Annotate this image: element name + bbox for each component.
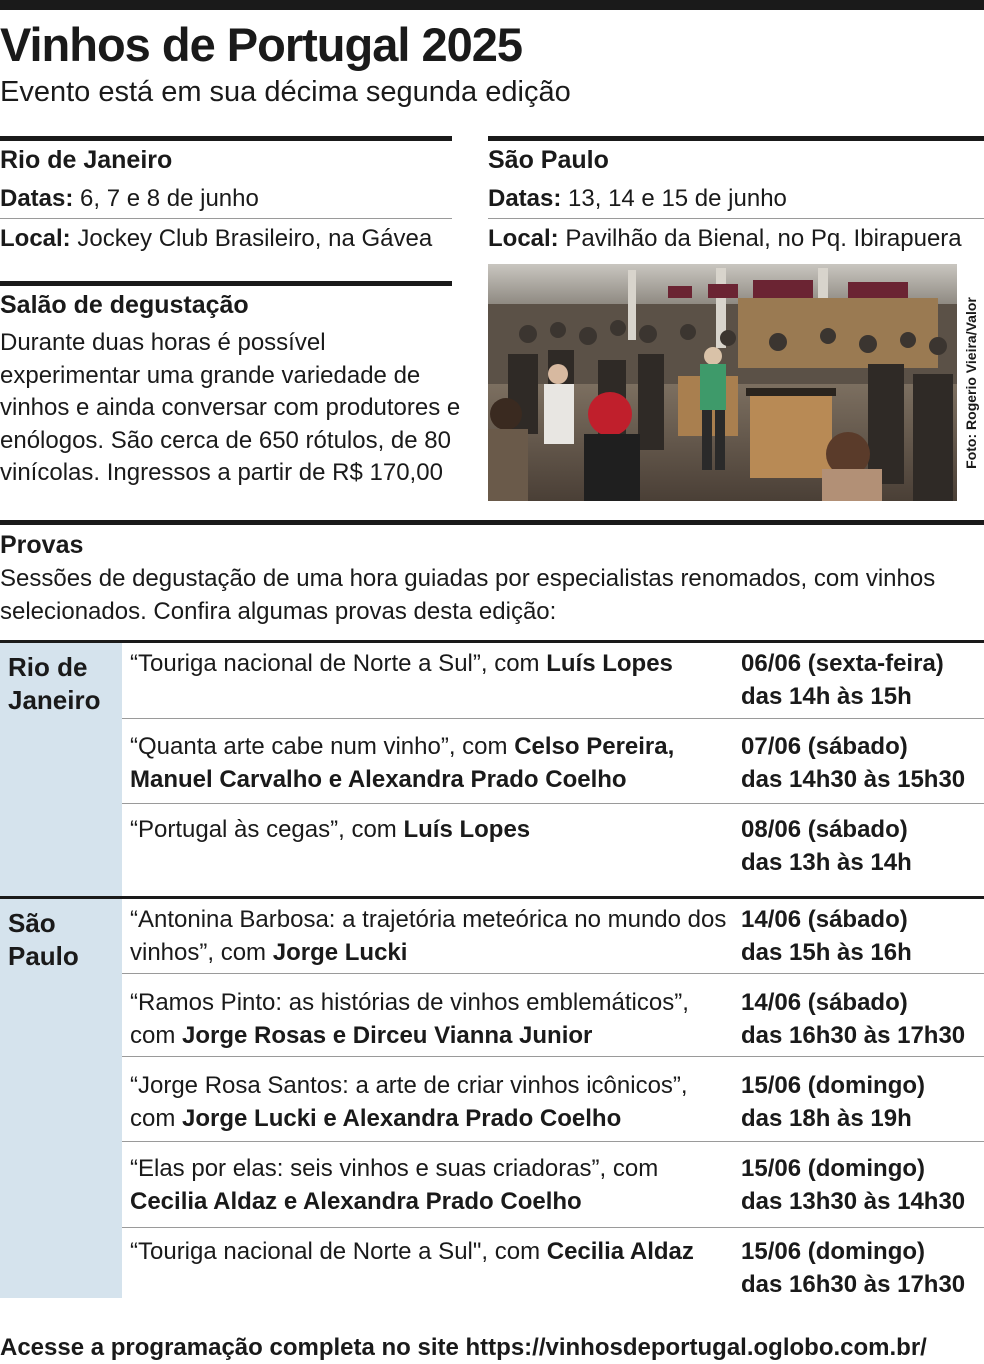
- sp-local-label: Local:: [488, 225, 559, 252]
- rio-row-divider-2: [122, 803, 984, 804]
- rio-prova-1-title: [130, 647, 730, 680]
- sp-prova-3-date: 15/06 (domingo): [741, 1072, 926, 1099]
- rio-local-value: Jockey Club Brasileiro, na Gávea: [77, 225, 433, 252]
- sp-row-divider-3: [122, 1141, 984, 1142]
- schedule-rio-rule: [0, 640, 984, 643]
- sp-prova-4-date: 15/06 (domingo): [741, 1155, 926, 1182]
- sp-prova-5-title: [130, 1235, 730, 1268]
- sp-dates-label: Datas:: [488, 185, 562, 212]
- sp-prova-5-time: das 16h30 às 17h30: [741, 1271, 966, 1298]
- sp-local-value: Pavilhão da Bienal, no Pq. Ibirapuera: [565, 225, 962, 252]
- rio-prova-2-name: “Quanta arte cabe num vinho”, com: [130, 733, 515, 760]
- sp-row-divider-4: [122, 1227, 984, 1228]
- sp-row-divider-2: [122, 1056, 984, 1057]
- rio-prova-2-time: das 14h30 às 15h30: [741, 766, 966, 793]
- sp-prova-4-time: das 13h30 às 14h30: [741, 1188, 966, 1215]
- rio-prova-1-time: das 14h às 15h: [741, 683, 912, 710]
- sp-prova-2-time: das 16h30 às 17h30: [741, 1022, 966, 1049]
- sp-prova-3-time: das 18h às 19h: [741, 1105, 912, 1132]
- rio-prova-3-date: 08/06 (sábado): [741, 816, 908, 843]
- provas-rule: [0, 520, 984, 525]
- rio-prova-1-hosts: Luís Lopes: [546, 650, 673, 677]
- sp-prova-5-name: “Touriga nacional de Norte a Sul", com: [130, 1238, 547, 1265]
- sp-rule: [488, 136, 984, 141]
- rio-prova-3-title: [130, 813, 730, 846]
- rio-prova-3-name: “Portugal às cegas”, com: [130, 816, 404, 843]
- provas-intro: Sessões de degustação de uma hora guiadas por especialistas renomados, com vinhos selecionados. Confira algumas provas desta edição:: [0, 565, 936, 625]
- rio-prova-2-title: [130, 730, 730, 796]
- rio-dates-label: Datas:: [0, 185, 74, 212]
- salao-text: Durante duas horas é possível experimentar uma grande variedade de vinhos e ainda conversar com produtores e enólogos. São cerca de 650 rótulos, de 80 vinícolas. Ingressos a partir de R$ 170,00: [0, 329, 461, 486]
- sp-prova-5-hosts: Cecilia Aldaz: [546, 1238, 694, 1265]
- event-photo: [488, 264, 957, 501]
- sp-prova-1-date: 14/06 (sábado): [741, 906, 908, 933]
- sp-prova-2-date: 14/06 (sábado): [741, 989, 908, 1016]
- sp-prova-2-name: “Ramos Pinto: as histórias de vinhos emblemáticos”, com: [130, 989, 689, 1049]
- schedule-sp-band: [0, 899, 122, 1298]
- top-bar: [0, 0, 984, 10]
- sp-prova-3-name: “Jorge Rosa Santos: a arte de criar vinhos icônicos”, com: [130, 1072, 688, 1132]
- sp-prova-3-title: [130, 1069, 730, 1135]
- sp-prova-2-title: [130, 986, 730, 1052]
- schedule-rio-band: [0, 643, 122, 896]
- sp-local: [488, 223, 962, 255]
- sp-prova-1-time: das 15h às 16h: [741, 939, 912, 966]
- rio-dates-value: 6, 7 e 8 de junho: [80, 185, 259, 212]
- photo-credit-text: Foto: Rogerio Vieira/Valor: [963, 296, 979, 469]
- rio-heading: Rio de Janeiro: [0, 146, 173, 174]
- page-subtitle: Evento está em sua décima segunda edição: [0, 76, 571, 108]
- sp-dates: [488, 183, 787, 215]
- sp-prova-3-hosts: Jorge Lucki e Alexandra Prado Coelho: [182, 1105, 622, 1132]
- salao-rule: [0, 281, 452, 286]
- rio-prova-3-time: das 13h às 14h: [741, 849, 912, 876]
- schedule-sp-city: São Paulo: [8, 908, 79, 971]
- sp-prova-1-hosts: Jorge Lucki: [272, 939, 408, 966]
- rio-local-label: Local:: [0, 225, 71, 252]
- sp-divider: [488, 218, 984, 219]
- rio-prova-1-date: 06/06 (sexta-feira): [741, 650, 944, 677]
- sp-prova-4-hosts: Cecilia Aldaz e Alexandra Prado Coelho: [130, 1188, 582, 1215]
- sp-prova-1-title: [130, 903, 730, 969]
- rio-local: [0, 223, 432, 255]
- sp-row-divider-1: [122, 973, 984, 974]
- sp-prova-4-title: [130, 1152, 730, 1218]
- rio-prova-3-hosts: Luís Lopes: [403, 816, 531, 843]
- rio-prova-1-name: “Touriga nacional de Norte a Sul”, com: [130, 650, 547, 677]
- rio-row-divider-1: [122, 718, 984, 719]
- rio-rule: [0, 136, 452, 141]
- sp-prova-5-date: 15/06 (domingo): [741, 1238, 926, 1265]
- rio-prova-2-hosts: Celso Pereira, Manuel Carvalho e Alexandra Prado Coelho: [130, 733, 675, 793]
- provas-heading: Provas: [0, 531, 84, 559]
- schedule-sp-rule: [0, 896, 984, 899]
- rio-dates: [0, 183, 259, 215]
- rio-prova-2-date: 07/06 (sábado): [741, 733, 908, 760]
- footer-link-text[interactable]: Acesse a programação completa no site https://vinhosdeportugal.oglobo.com.br/: [0, 1334, 927, 1361]
- sp-heading: São Paulo: [488, 146, 609, 174]
- sp-prova-4-name: “Elas por elas: seis vinhos e suas criadoras”, com: [130, 1155, 659, 1182]
- rio-divider: [0, 218, 452, 219]
- sp-dates-value: 13, 14 e 15 de junho: [568, 185, 787, 212]
- sp-prova-2-hosts: Jorge Rosas e Dirceu Vianna Junior: [182, 1022, 593, 1049]
- sp-prova-1-name: “Antonina Barbosa: a trajetória meteórica no mundo dos vinhos”, com: [130, 906, 727, 966]
- photo-credit: [958, 264, 984, 501]
- schedule-rio-city: Rio de Janeiro: [8, 652, 101, 715]
- salao-heading: Salão de degustação: [0, 291, 249, 319]
- page-title: Vinhos de Portugal 2025: [0, 18, 523, 71]
